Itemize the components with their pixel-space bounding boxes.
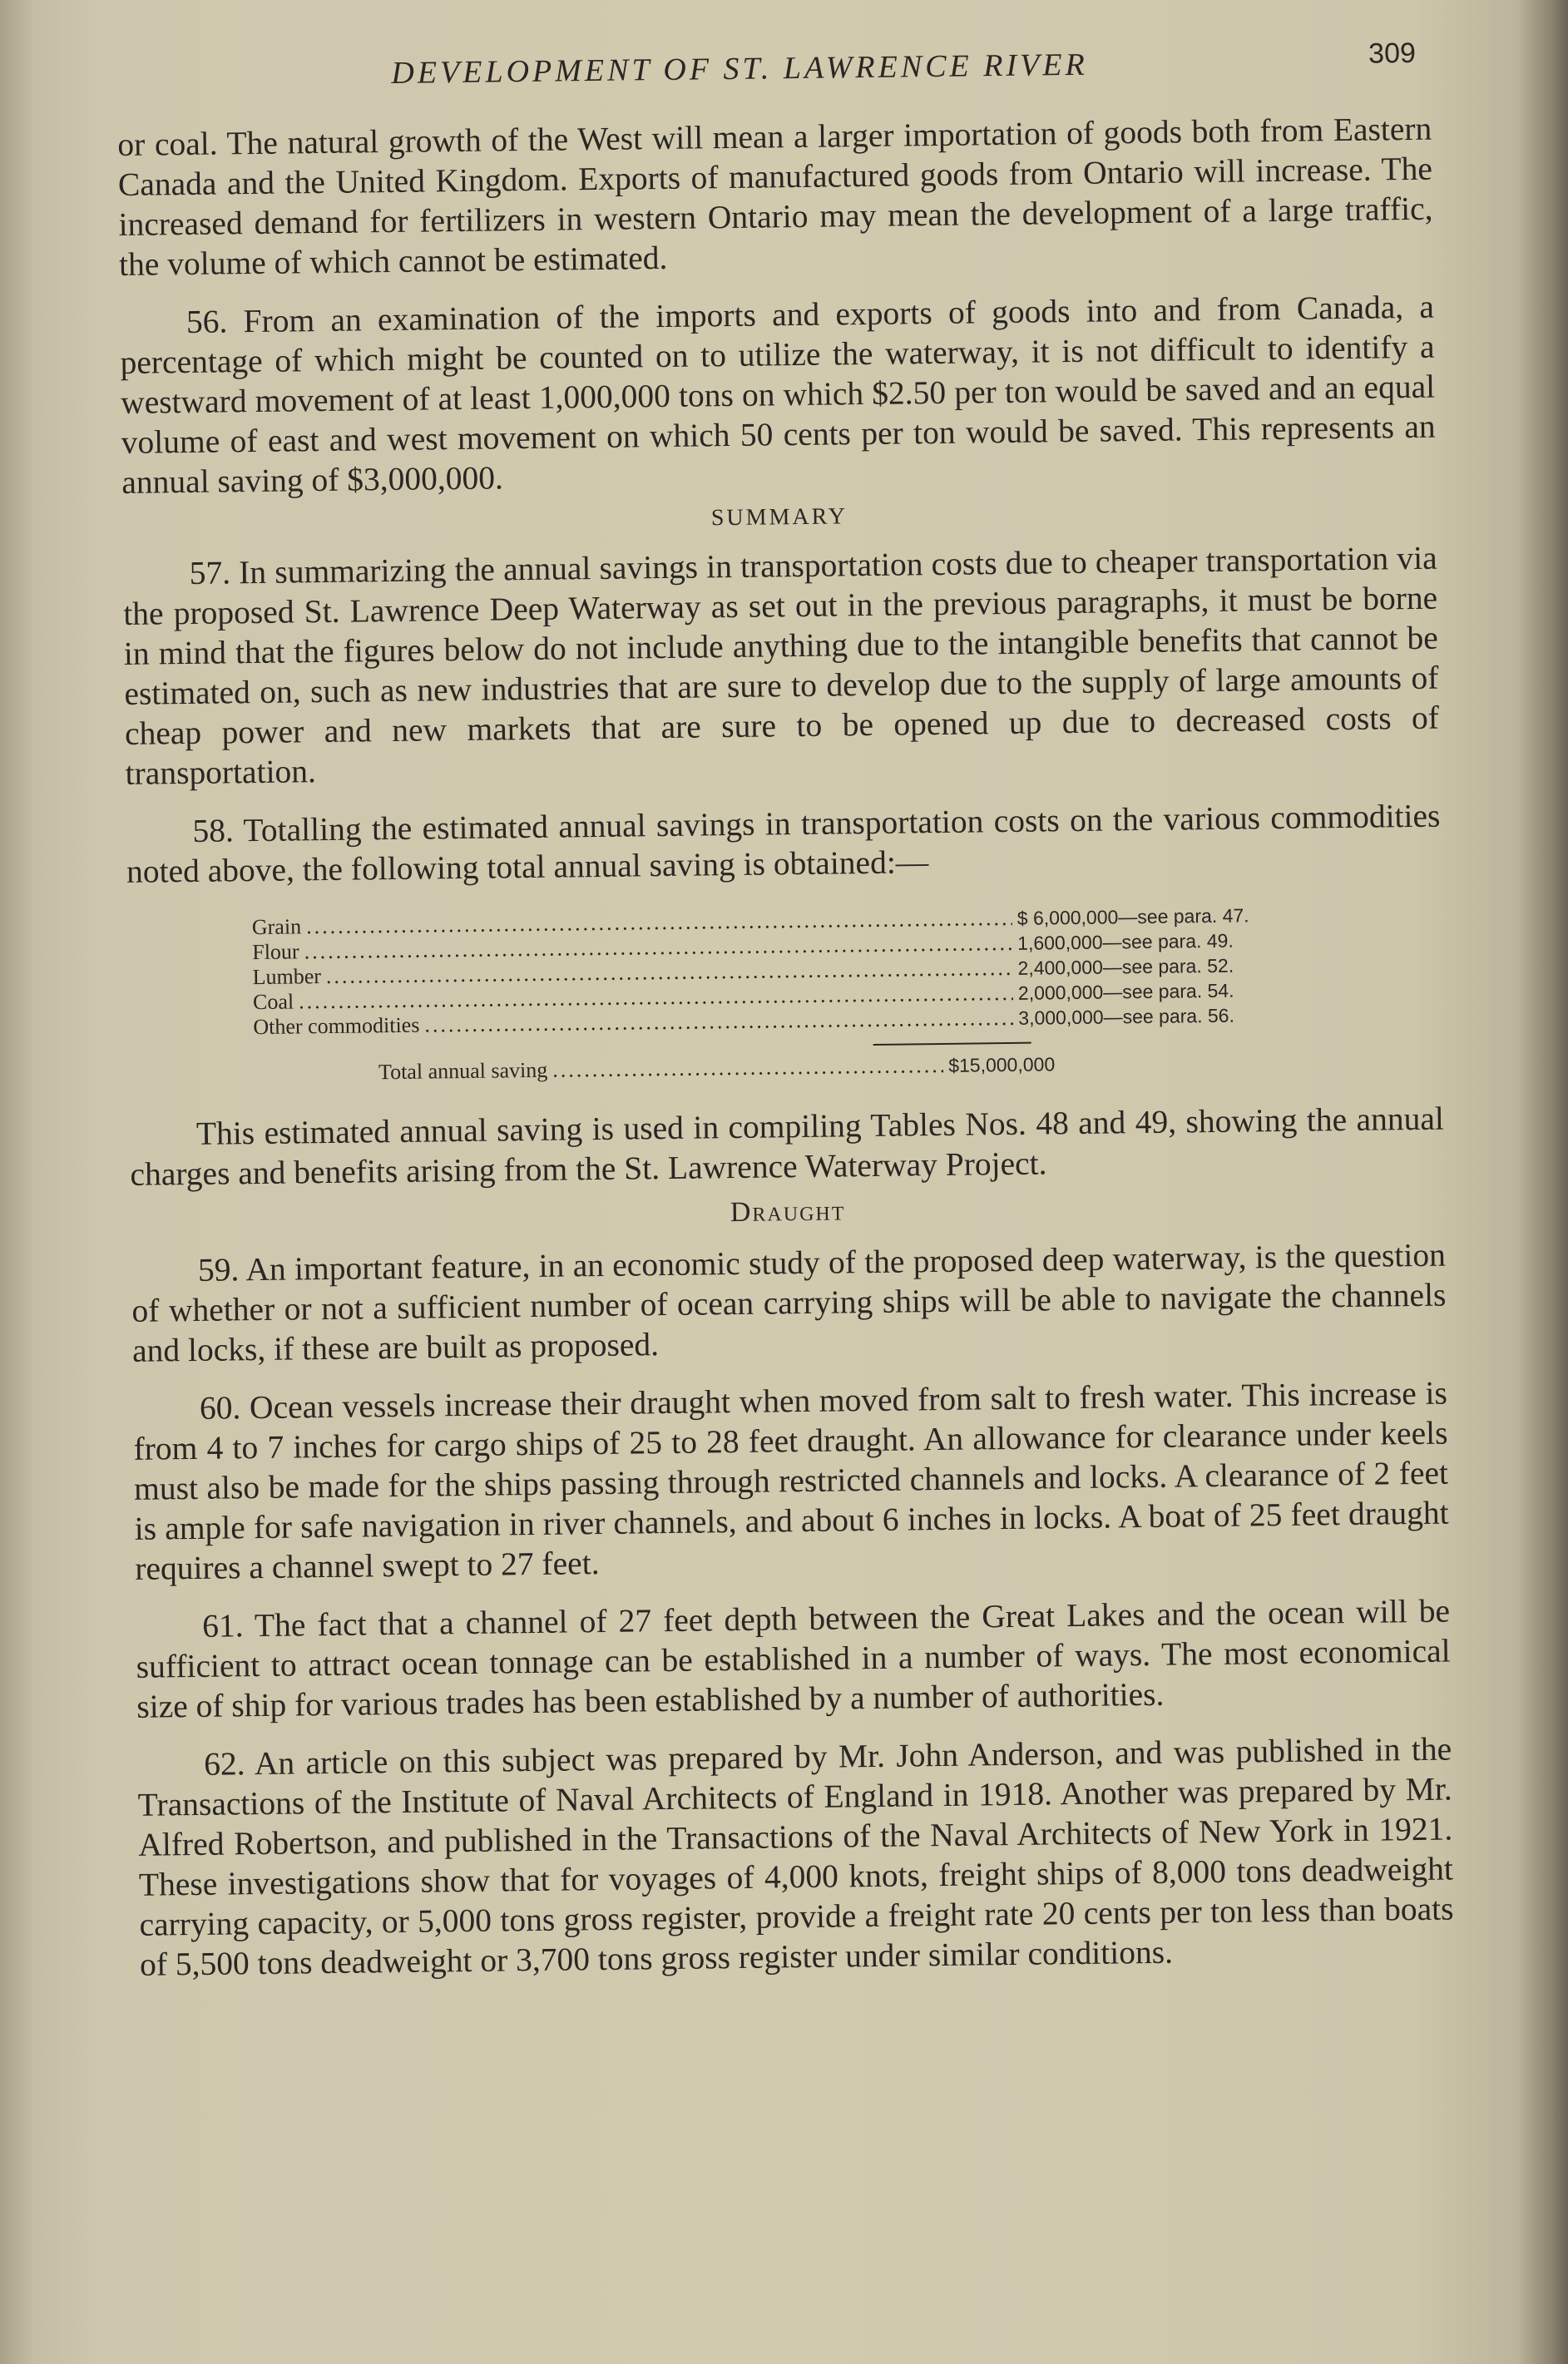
row-label: Flour	[252, 939, 299, 965]
page-number: 309	[1368, 37, 1417, 70]
row-label: Grain	[251, 914, 302, 940]
paragraph-after-table: This estimated annual saving is used in compiling Tables Nos. 48 and 49, showing the annual charges and benefits arising from the St. Lawrence Waterway Project.	[130, 1100, 1445, 1193]
row-value: 2,000,000—see para. 54.	[1017, 979, 1234, 1004]
paragraph-58: 58. Totalling the estimated annual savings in transportation costs on the various commodities noted above, the following total annual saving is obtained:—	[126, 797, 1441, 890]
paragraph-continued: or coal. The natural growth of the West will mean a larger importation of goods both from Eastern Canada and the United Kingdom. Exports of manufactured goods from Ontario will increase. The increased demand for fertilizers in western Ontario may mean the development of a large traffic, the volume of which cannot be estimated.	[117, 110, 1433, 283]
total-value: $15,000,000	[948, 1053, 1056, 1076]
row-value: $ 6,000,000—see para. 47.	[1016, 904, 1249, 929]
savings-table	[252, 902, 1335, 1040]
paragraph-57: 57. In summarizing the annual savings in transportation costs due to cheaper transportation via the proposed St. Lawrence Deep Waterway as set out in the previous paragraphs, it must be borne in mind that the figures below do not include anything due to the intangible benefits that cannot be estimated on, such as new industries that are sure to develop due to the supply of large amounts of cheap power and new markets that are sure to be opened up due to decreased costs of transportation.	[123, 539, 1440, 792]
row-value: 1,600,000—see para. 49.	[1017, 929, 1234, 954]
total-label: Total annual saving	[378, 1057, 548, 1085]
section-heading-draught: Draught	[730, 1195, 846, 1229]
row-value: 2,400,000—see para. 52.	[1017, 954, 1234, 979]
total-row	[254, 1047, 1443, 1086]
row-label: Other commodities	[253, 1012, 420, 1040]
row-value: 3,000,000—see para. 56.	[1018, 1004, 1235, 1029]
paragraph-62: 62. An article on this subject was prepared by Mr. John Anderson, and was published in the Transactions of the Institute of Naval Architects of England in 1918. Another was prepared by Mr. Alfred Robertson, and published in the Transactions of the Naval Architects of New York in 1921. These investigations show that for voyages of 4,000 knots, freight ships of 8,000 tons deadweight carrying capacity, or 5,000 tons gross register, provide a freight rate 20 cents per ton less than boats of 5,500 tons deadweight or 3,700 tons gross register under similar conditions.	[137, 1730, 1454, 1983]
row-label: Lumber	[252, 964, 322, 990]
paragraph-61: 61. The fact that a channel of 27 feet depth between the Great Lakes and the ocean will be sufficient to attract ocean tonnage can be established in a number of ways. The most economical size of ship for various trades has been established by a number of authorities.	[136, 1592, 1451, 1725]
running-title: DEVELOPMENT OF ST. LAWRENCE RIVER	[391, 47, 1088, 91]
book-spine-shadow	[1518, 0, 1568, 2364]
paragraph-59: 59. An important feature, in an economic study of the proposed deep waterway, is the question of whether or not a sufficient number of ocean carrying ships will be able to navigate the channels and locks, if these are built as proposed.	[131, 1236, 1447, 1369]
paragraph-56: 56. From an examination of the imports and exports of goods into and from Canada, a percentage of which might be counted on to utilize the waterway, it is not difficult to identify a westward movement of at least 1,000,000 tons on which $2.50 per ton would be saved and an equal volume of east and west movement on which 50 cents per ton would be saved. This represents an annual saving of $3,000,000.	[120, 288, 1436, 501]
section-heading-summary: SUMMARY	[710, 503, 848, 532]
leader-dots	[552, 1053, 943, 1083]
total-rule	[873, 1042, 1031, 1046]
paragraph-60: 60. Ocean vessels increase their draught when moved from salt to fresh water. This increase is from 4 to 7 inches for cargo ships of 25 to 28 feet draught. An allowance for clearance under keels must also be made for the ships passing through restricted channels and locks. A clearance of 2 feet is ample for safe navigation in river channels, and about 6 inches in locks. A boat of 25 feet draught requires a channel swept to 27 feet.	[133, 1374, 1449, 1587]
page-content	[116, 34, 1454, 1985]
row-label: Coal	[252, 989, 294, 1015]
